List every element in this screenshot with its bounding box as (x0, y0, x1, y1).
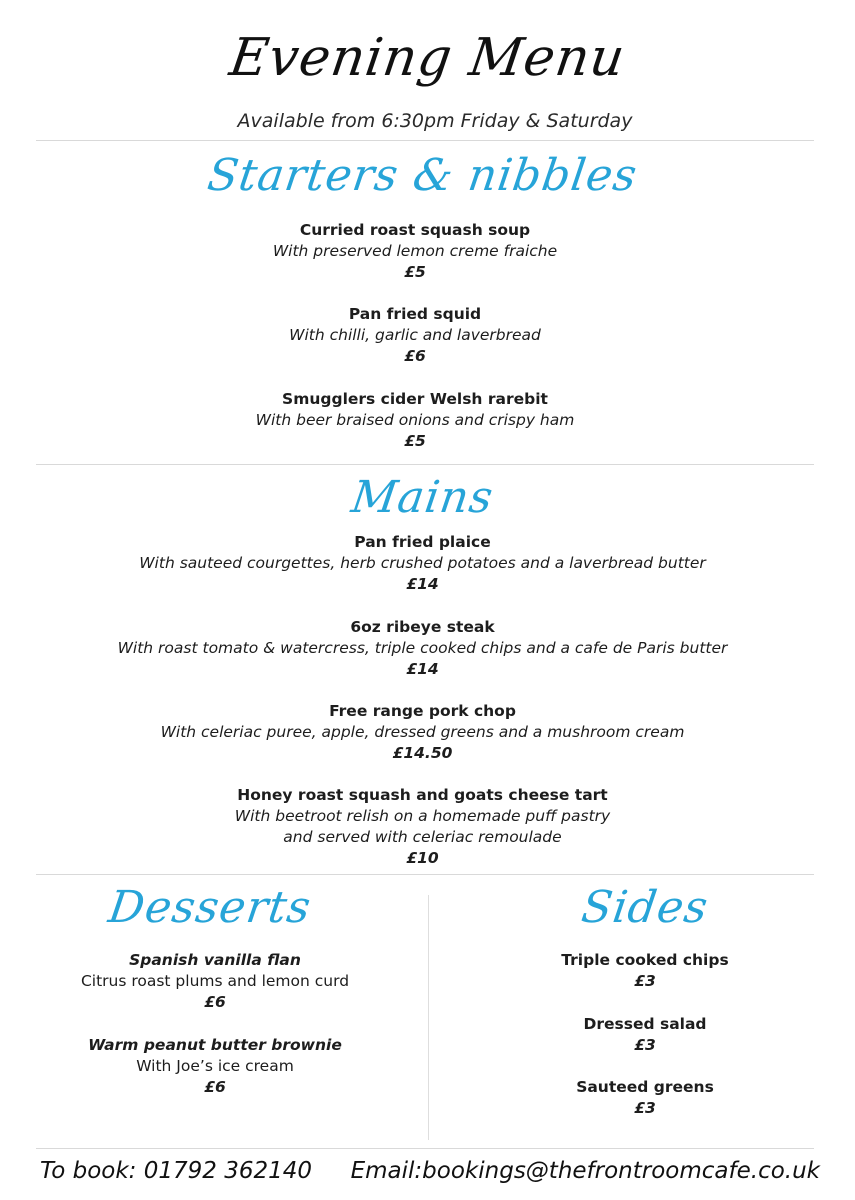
item-description-line-2: and served with celeriac remoulade (283, 828, 562, 846)
item-price: £3 (634, 1099, 656, 1117)
menu-item (460, 1077, 830, 1119)
sides-heading: Sides (578, 882, 712, 933)
item-name: Pan fried squid (348, 305, 482, 323)
item-name: Pan fried plaice (354, 533, 491, 551)
desserts-heading: Desserts (105, 882, 315, 933)
column-divider (428, 895, 429, 1140)
mains-heading: Mains (348, 472, 497, 523)
menu-item (460, 950, 830, 992)
divider (36, 874, 814, 875)
item-description: With beetroot relish on a homemade puff pastry (234, 807, 611, 825)
item-price: £14 (406, 575, 439, 593)
item-price: £6 (204, 1078, 226, 1096)
menu-item (0, 701, 845, 764)
footer (40, 1158, 820, 1184)
item-name: Free range pork chop (329, 702, 516, 720)
item-price: £3 (634, 1036, 656, 1054)
item-name: Triple cooked chips (561, 951, 729, 969)
item-description: With preserved lemon creme fraiche (272, 242, 558, 260)
item-description: With beer braised onions and crispy ham (255, 411, 575, 429)
item-name: Sauteed greens (576, 1078, 714, 1096)
item-name: Warm peanut butter brownie (88, 1036, 342, 1054)
item-price: £3 (634, 972, 656, 990)
menu-item (0, 532, 845, 595)
item-price: £5 (404, 263, 426, 281)
menu-item (460, 1014, 830, 1056)
item-price: £10 (406, 849, 439, 867)
item-name: Smugglers cider Welsh rarebit (282, 390, 548, 408)
item-name: Curried roast squash soup (299, 221, 531, 239)
item-description: With celeriac puree, apple, dressed greens and a mushroom cream (160, 723, 685, 741)
divider (36, 464, 814, 465)
menu-title: Evening Menu (226, 28, 629, 88)
menu-item (0, 617, 845, 680)
item-price: £6 (404, 347, 426, 365)
item-price: £6 (204, 993, 226, 1011)
booking-email: Email:bookings@thefrontroomcafe.co.uk (350, 1158, 820, 1184)
menu-subtitle: Available from 6:30pm Friday & Saturday (237, 110, 633, 132)
menu-item (0, 389, 830, 452)
item-name: 6oz ribeye steak (350, 618, 495, 636)
starters-heading: Starters & nibbles (204, 150, 641, 201)
menu-item (0, 785, 845, 869)
item-name: Dressed salad (583, 1015, 707, 1033)
item-description: With sauteed courgettes, herb crushed potatoes and a laverbread butter (139, 554, 706, 572)
item-description: Citrus roast plums and lemon curd (80, 972, 350, 990)
item-description: With roast tomato & watercress, triple cooked chips and a cafe de Paris butter (117, 639, 728, 657)
item-description: With chilli, garlic and laverbread (289, 326, 541, 344)
divider (36, 140, 814, 141)
item-price: £5 (404, 432, 426, 450)
divider (36, 1148, 814, 1149)
item-name: Spanish vanilla flan (129, 951, 301, 969)
item-name: Honey roast squash and goats cheese tart (237, 786, 608, 804)
item-price: £14 (406, 660, 439, 678)
menu-item (0, 220, 830, 283)
menu-item (30, 1035, 400, 1098)
item-description: With Joe’s ice cream (136, 1057, 294, 1075)
menu-item (0, 304, 830, 367)
item-price: £14.50 (392, 744, 453, 762)
booking-phone: To book: 01792 362140 (40, 1158, 312, 1184)
menu-item (30, 950, 400, 1013)
